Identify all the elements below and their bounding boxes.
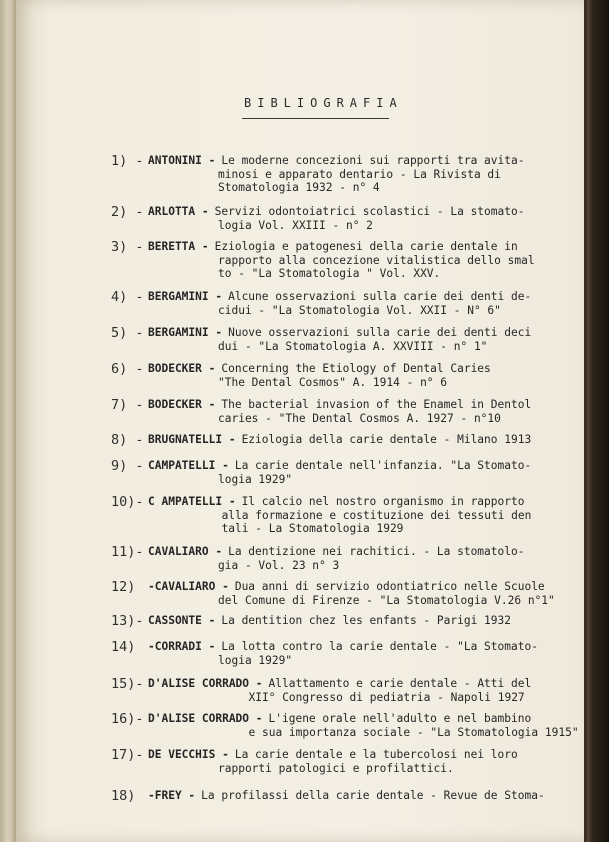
entry-number: 5) - <box>111 325 144 341</box>
entry-text-line: Il calcio nel nostro organismo in rapporto <box>241 495 525 508</box>
entry-text-line: tali - La Stomatologia 1929 <box>221 522 404 535</box>
entry-author: CASSONTE - <box>148 614 216 627</box>
entry-text-line: gia - Vol. 23 n° 3 <box>218 558 340 572</box>
entry-text-line: La carie dentale nell'infanzia. "La Stomato- <box>234 459 532 472</box>
entry-author: -CORRADI - <box>148 640 216 653</box>
entry-text-line: Eziologia della carie dentale - Milano 1913 <box>241 433 532 446</box>
entry-author: BERETTA - <box>148 240 209 253</box>
entry-text-line: minosi e apparato dentario - La Rivista di <box>218 167 501 181</box>
entry-text-line: rapporto alla concezione vitalistica dello smal <box>218 253 535 267</box>
entry-number: 11)- <box>111 544 144 560</box>
entry-text-line: dui - "La Stomatologia A. XXVIII - n° 1" <box>218 339 488 353</box>
entry-text-line: Le moderne concezioni sui rapporti tra avita- <box>221 154 525 167</box>
binding-strip <box>587 0 593 842</box>
entry-text-line: Eziologia e patogenesi della carie dentale in <box>214 240 518 253</box>
entry-text-line: The bacterial invasion of the Enamel in Dentol <box>221 398 532 411</box>
entry-number: 15)- <box>111 676 144 692</box>
entry-number: 16)- <box>111 711 144 727</box>
entry-text-line: Concerning the Etiology of Dental Caries <box>221 362 491 375</box>
entry-author: CAVALIARO - <box>148 545 223 558</box>
entry-author: BODECKER - <box>148 362 216 375</box>
entry-author: C AMPATELLI - <box>148 495 236 508</box>
title-underline <box>242 118 389 119</box>
entry-number: 6) - <box>111 361 144 377</box>
entry-text-line: L'igene orale nell'adulto e nel bambino <box>268 712 532 725</box>
entry-author: -FREY - <box>148 789 196 802</box>
book-spine <box>0 0 16 842</box>
entry-text-line: alla formazione e costituzione dei tessuti den <box>221 508 532 522</box>
entry-author: ARLOTTA - <box>148 205 209 218</box>
entry-text-line: La profilassi della carie dentale - Revue de Stoma- <box>201 789 545 802</box>
entry-text-line: caries - "The Dental Cosmos A. 1927 - n°10 <box>218 411 501 425</box>
entry-text-line: logia 1929" <box>218 472 293 486</box>
entry-text-line: "The Dental Cosmos" A. 1914 - n° 6 <box>218 375 448 389</box>
entry-text-line: Servizi odontoiatrici scolastici - La stomato- <box>214 205 525 218</box>
entry-number: 1) - <box>111 153 144 169</box>
entry-number: 7) - <box>111 397 144 413</box>
entry-text-line: del Comune di Firenze - "La Stomatologia V.26 n°1" <box>218 593 555 607</box>
entry-text-line: to - "La Stomatologia " Vol. XXV. <box>218 267 441 280</box>
entry-text-line: La lotta contro la carie dentale - "La Stomato- <box>221 640 538 653</box>
entry-text-line: Nuove osservazioni sulla carie dei denti deci <box>228 326 532 339</box>
page-title: BIBLIOGRAFIA <box>244 96 403 110</box>
entry-author: BRUGNATELLI - <box>148 433 236 446</box>
entry-number: 4) - <box>111 289 144 305</box>
entry-number: 12) <box>111 579 136 595</box>
entry-author: -CAVALIARO - <box>148 580 229 593</box>
entry-author: BERGAMINI - <box>148 326 223 339</box>
entry-text-line: XII° Congresso di pediatria - Napoli 1927 <box>248 690 525 704</box>
entry-text-line: e sua importanza sociale - "La Stomatologia 1915" <box>248 725 579 739</box>
entry-number: 10)- <box>111 494 144 510</box>
entry-number: 17)- <box>111 747 144 763</box>
entry-text-line: Allattamento e carie dentale - Atti del <box>268 677 532 690</box>
entry-text-line: logia Vol. XXIII - n° 2 <box>218 218 373 232</box>
entry-number: 2) - <box>111 204 144 220</box>
entry-text-line: La carie dentale e la tubercolosi nei loro <box>234 748 518 761</box>
entry-author: ANTONINI - <box>148 154 216 167</box>
entry-text-line: La dentizione nei rachitici. - La stomatolo- <box>228 545 525 558</box>
entry-number: 8) - <box>111 432 144 448</box>
entry-number: 3) - <box>111 239 144 255</box>
entry-text-line: Dua anni di servizio odontiatrico nelle Scuole <box>234 580 545 593</box>
entry-text-line: logia 1929" <box>218 653 293 667</box>
entry-number: 9) - <box>111 458 144 474</box>
entry-number: 18) <box>111 788 136 804</box>
entry-text-line: Stomatologia 1932 - n° 4 <box>218 181 380 194</box>
entry-text-line: cidui - "La Stomatologia Vol. XXII - N° 6" <box>218 303 501 317</box>
entry-author: D'ALISE CORRADO - <box>148 712 263 725</box>
entry-text-line: La dentition chez les enfants - Parigi 1932 <box>221 614 511 627</box>
entry-author: BERGAMINI - <box>148 290 223 303</box>
entry-text-line: Alcune osservazioni sulla carie dei denti de- <box>228 290 532 303</box>
entry-author: CAMPATELLI - <box>148 459 229 472</box>
entry-author: DE VECCHIS - <box>148 748 229 761</box>
entry-number: 14) <box>111 639 136 655</box>
entry-author: BODECKER - <box>148 398 216 411</box>
entry-author: D'ALISE CORRADO - <box>148 677 263 690</box>
entry-number: 13)- <box>111 613 144 629</box>
entry-text-line: rapporti patologici e profilattici. <box>218 761 454 775</box>
